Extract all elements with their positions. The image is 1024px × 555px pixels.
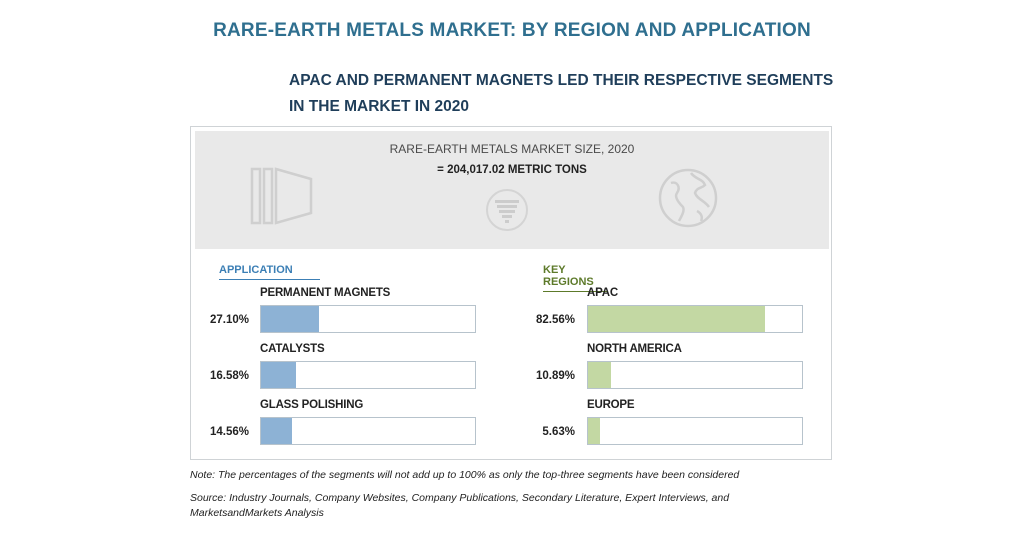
funnel-icon (484, 187, 530, 233)
source-note: Source: Industry Journals, Company Websites, Company Publications, Secondary Literature, Expert Interviews, and MarketsandMarkets Analysis (190, 492, 730, 519)
infographic-panel (190, 126, 832, 460)
bar-track (587, 305, 803, 333)
application-heading: APPLICATION (219, 264, 320, 280)
bar (588, 418, 600, 444)
bar (588, 362, 611, 388)
magnet-icon (247, 165, 317, 225)
footnote: Note: The percentages of the segments will not add up to 100% as only the top-three segments have been considered (190, 469, 740, 481)
chart-subtitle: APAC AND PERMANENT MAGNETS LED THEIR RESPECTIVE SEGMENTS IN THE MARKET IN 2020 (289, 72, 834, 115)
bar-label: NORTH AMERICA (587, 343, 682, 355)
bar-track (260, 417, 476, 445)
bar-value-label: 14.56% (209, 426, 249, 438)
bar-label: GLASS POLISHING (260, 399, 364, 411)
bar (261, 362, 296, 388)
bar-track (260, 361, 476, 389)
bar-value-label: 5.63% (542, 426, 575, 438)
chart-title: RARE-EARTH METALS MARKET: BY REGION AND APPLICATION (213, 20, 811, 41)
market-size-banner (195, 131, 829, 249)
bar-value-label: 27.10% (209, 314, 249, 326)
bar (261, 418, 292, 444)
bar-label: PERMANENT MAGNETS (260, 287, 391, 299)
bar-value-label: 82.56% (535, 314, 575, 326)
bar-track (260, 305, 476, 333)
market-size-value: = 204,017.02 METRIC TONS (437, 164, 587, 176)
bar-label: EUROPE (587, 399, 635, 411)
key-regions-heading: KEY REGIONS (543, 264, 608, 292)
market-size-label: RARE-EARTH METALS MARKET SIZE, 2020 (389, 142, 635, 156)
globe-icon (657, 167, 719, 229)
bar-label: APAC (587, 287, 618, 299)
bar (261, 306, 319, 332)
bar-value-label: 10.89% (535, 370, 575, 382)
bar-track (587, 361, 803, 389)
bar-track (587, 417, 803, 445)
bar (588, 306, 765, 332)
bar-value-label: 16.58% (209, 370, 249, 382)
bar-label: CATALYSTS (260, 343, 325, 355)
